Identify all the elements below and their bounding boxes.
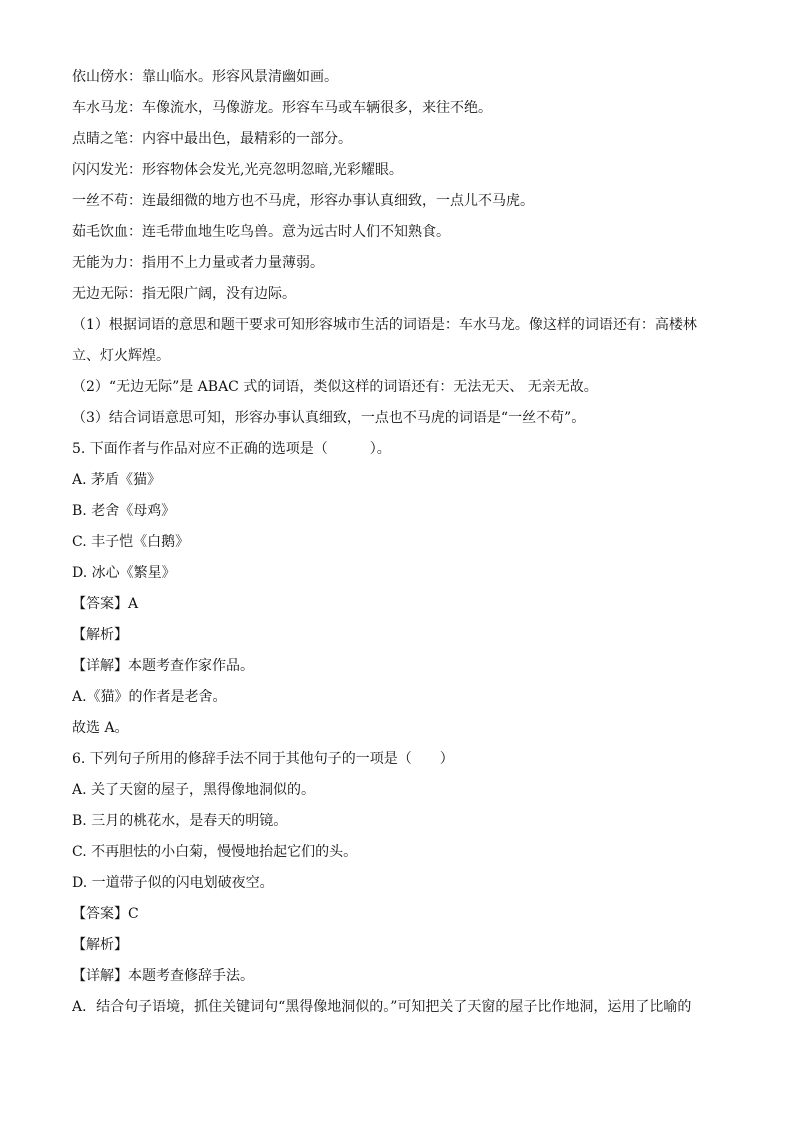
q5-explain: A.《猫》的作者是老舍。 (72, 689, 227, 705)
q5-conclusion: 故选 A。 (72, 720, 129, 736)
q5-option-b: B. 老舍《母鸡》 (72, 503, 176, 519)
q4-answer-1: （1）根据词语的意思和题干要求可知形容城市生活的词语是：车水马龙。像这样的词语还有：高楼林 (72, 317, 697, 333)
q5-answer: 【答案】A (72, 596, 139, 612)
q6-option-d: D. 一道带子似的闪电划破夜空。 (72, 875, 274, 891)
definition-line: 点睛之笔：内容中最出色，最精彩的一部分。 (72, 131, 352, 147)
q6-answer: 【答案】C (72, 906, 139, 922)
q6-analysis: 【解析】 (72, 937, 128, 953)
definition-line: 依山傍水：靠山临水。形容风景清幽如画。 (72, 69, 338, 85)
q6-detail: 【详解】本题考查修辞手法。 (72, 968, 254, 984)
q5-option-d: D. 冰心《繁星》 (72, 565, 176, 581)
q6-option-c: C. 不再胆怯的小白菊，慢慢地抬起它们的头。 (72, 844, 358, 860)
q6-option-b: B. 三月的桃花水，是春天的明镜。 (72, 813, 288, 829)
q6-option-a: A. 关了天窗的屋子，黑得像地洞似的。 (72, 782, 316, 798)
definition-line: 一丝不苟：连最细微的地方也不马虎，形容办事认真细致，一点儿不马虎。 (72, 193, 534, 209)
q5-option-c: C. 丰子恺《白鹅》 (72, 534, 190, 550)
page-content (72, 62, 732, 1023)
definition-line: 车水马龙：车像流水，马像游龙。形容车马或车辆很多，来往不绝。 (72, 100, 492, 116)
definition-line: 无能为力：指用不上力量或者力量薄弱。 (72, 255, 324, 271)
definition-line: 闪闪发光：形容物体会发光,光亮忽明忽暗,光彩耀眼。 (72, 162, 403, 178)
q5-question: 5. 下面作者与作品对应不正确的选项是（ ）。 (72, 441, 391, 457)
q5-analysis: 【解析】 (72, 627, 128, 643)
q4-answer-1-cont: 立、灯火辉煌。 (72, 348, 170, 364)
q5-option-a: A. 茅盾《猫》 (72, 472, 162, 488)
q6-question: 6. 下列句子所用的修辞手法不同于其他句子的一项是（ ） (72, 751, 454, 767)
q6-explain: A．结合句子语境，抓住关键词句“黑得像地洞似的。”可知把关了天窗的屋子比作地洞，运用了比喻的 (72, 999, 692, 1015)
q5-detail: 【详解】本题考查作家作品。 (72, 658, 254, 674)
definition-line: 无边无际：指无限广阔，没有边际。 (72, 286, 296, 302)
definition-line: 茹毛饮血：连毛带血地生吃鸟兽。意为远古时人们不知熟食。 (72, 224, 450, 240)
q4-answer-3: （3）结合词语意思可知，形容办事认真细致，一点也不马虎的词语是“一丝不苟”。 (72, 410, 586, 426)
q4-answer-2: （2）“无边无际”是 ABAC 式的词语，类似这样的词语还有：无法无天、 无亲无故。 (72, 379, 598, 395)
